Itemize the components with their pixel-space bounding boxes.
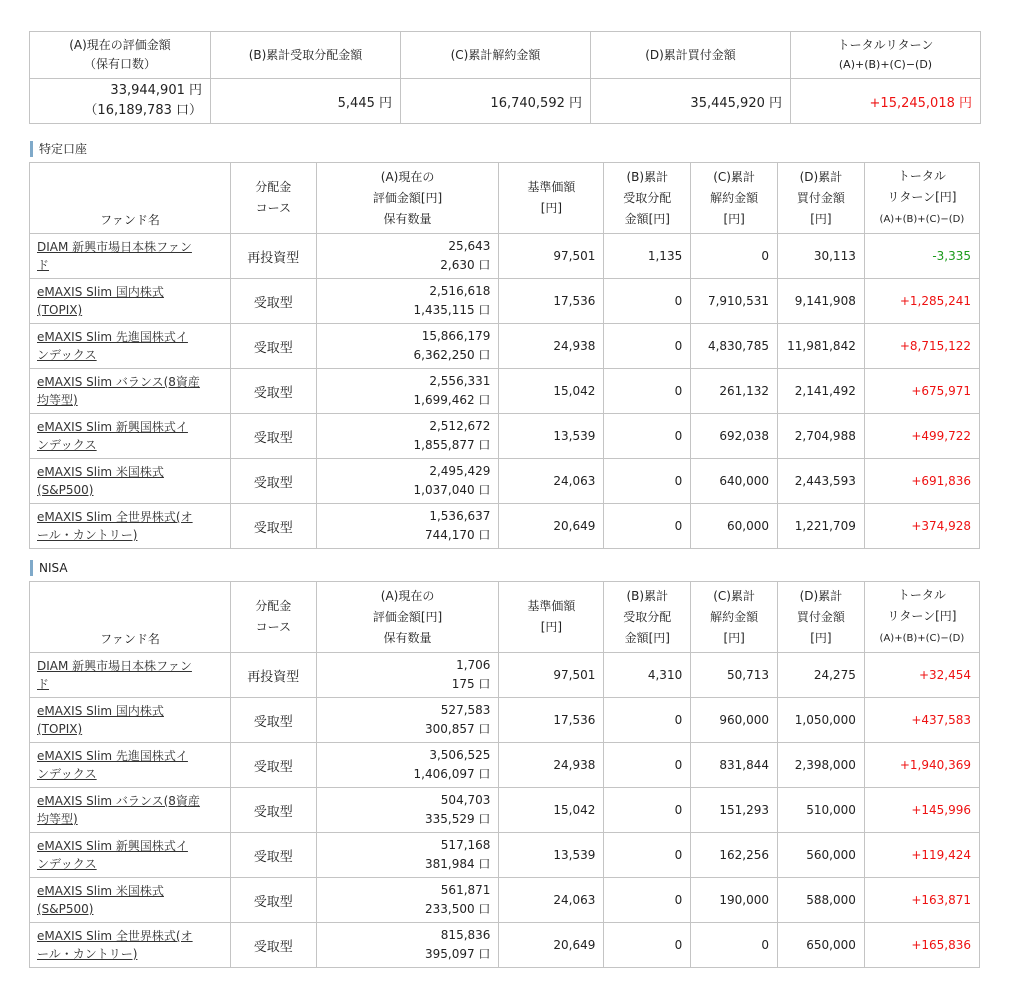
distribution-course: 受取型 xyxy=(230,923,316,968)
cumulative-distribution: 0 xyxy=(604,788,691,833)
nav-price: 20,649 xyxy=(499,504,604,549)
col-header-d: (D)累計 買付金額 [円] xyxy=(778,163,865,234)
col-header-b: (B)累計 受取分配 金額[円] xyxy=(604,163,691,234)
valuation-amount: 504,703 xyxy=(440,793,491,807)
cumulative-distribution: 0 xyxy=(604,923,691,968)
cumulative-redemption: 692,038 xyxy=(691,414,778,459)
fund-name-link[interactable]: eMAXIS Slim 全世界株式(オ ール・カントリー) xyxy=(37,929,193,961)
cumulative-redemption: 261,132 xyxy=(691,369,778,414)
valuation-cell xyxy=(316,653,499,698)
valuation-amount: 517,168 xyxy=(440,838,491,852)
nav-price: 24,938 xyxy=(499,324,604,369)
valuation-cell xyxy=(316,279,499,324)
total-return: +32,454 xyxy=(864,653,979,698)
holding-units: 381,984 口 xyxy=(424,857,491,871)
valuation-amount: 3,506,525 xyxy=(429,748,491,762)
tokutei-header-row xyxy=(30,163,980,234)
nav-price: 97,501 xyxy=(499,234,604,279)
nav-price: 97,501 xyxy=(499,653,604,698)
distribution-course: 受取型 xyxy=(230,414,316,459)
cumulative-purchase: 1,050,000 xyxy=(778,698,865,743)
summary-value-b: 5,445 円 xyxy=(211,79,401,124)
distribution-course: 受取型 xyxy=(230,788,316,833)
cumulative-purchase: 30,113 xyxy=(778,234,865,279)
cumulative-purchase: 9,141,908 xyxy=(778,279,865,324)
holding-units: 300,857 口 xyxy=(424,722,491,736)
fund-row xyxy=(30,698,980,743)
fund-name-link[interactable]: eMAXIS Slim バランス(8資産 均等型) xyxy=(37,375,200,407)
valuation-cell xyxy=(316,698,499,743)
holding-units: 233,500 口 xyxy=(424,902,491,916)
valuation-cell xyxy=(316,878,499,923)
fund-row xyxy=(30,369,980,414)
cumulative-distribution: 0 xyxy=(604,833,691,878)
col-header-course: 分配金 コース xyxy=(230,582,316,653)
valuation-cell xyxy=(316,504,499,549)
total-return: +675,971 xyxy=(864,369,979,414)
cumulative-redemption: 7,910,531 xyxy=(691,279,778,324)
total-return: +145,996 xyxy=(864,788,979,833)
fund-name-cell xyxy=(30,743,231,788)
cumulative-purchase: 2,443,593 xyxy=(778,459,865,504)
fund-row xyxy=(30,743,980,788)
cumulative-redemption: 960,000 xyxy=(691,698,778,743)
fund-row xyxy=(30,414,980,459)
distribution-course: 受取型 xyxy=(230,459,316,504)
cumulative-redemption: 831,844 xyxy=(691,743,778,788)
fund-name-link[interactable]: eMAXIS Slim 国内株式 (TOPIX) xyxy=(37,704,164,736)
fund-name-cell xyxy=(30,833,231,878)
valuation-amount: 2,495,429 xyxy=(429,464,491,478)
nisa-fund-table xyxy=(29,581,980,968)
cumulative-purchase: 11,981,842 xyxy=(778,324,865,369)
holding-units: 1,406,097 口 xyxy=(413,767,491,781)
valuation-amount: 2,556,331 xyxy=(429,374,491,388)
valuation-cell xyxy=(316,324,499,369)
total-return: +691,836 xyxy=(864,459,979,504)
col-header-total: トータル リターン[円] (A)+(B)+(C)−(D) xyxy=(864,163,979,234)
cumulative-distribution: 4,310 xyxy=(604,653,691,698)
col-header-total: トータル リターン[円] (A)+(B)+(C)−(D) xyxy=(864,582,979,653)
total-return: +374,928 xyxy=(864,504,979,549)
holding-units: 6,362,250 口 xyxy=(413,348,491,362)
valuation-amount: 2,516,618 xyxy=(429,284,491,298)
valuation-amount: 815,836 xyxy=(440,928,491,942)
total-return: +499,722 xyxy=(864,414,979,459)
col-header-amount: (A)現在の 評価金額[円] 保有数量 xyxy=(316,163,499,234)
cumulative-purchase: 2,141,492 xyxy=(778,369,865,414)
fund-name-link[interactable]: eMAXIS Slim 新興国株式イ ンデックス xyxy=(37,420,188,452)
total-return: +119,424 xyxy=(864,833,979,878)
summary-value-a: 33,944,901 円 （16,189,783 口） xyxy=(30,79,211,124)
holding-units: 1,037,040 口 xyxy=(413,483,491,497)
valuation-cell xyxy=(316,234,499,279)
nav-price: 24,938 xyxy=(499,743,604,788)
fund-name-cell xyxy=(30,279,231,324)
cumulative-purchase: 24,275 xyxy=(778,653,865,698)
valuation-amount: 15,866,179 xyxy=(421,329,491,343)
fund-name-link[interactable]: DIAM 新興市場日本株ファン ド xyxy=(37,659,192,691)
holding-units: 395,097 口 xyxy=(424,947,491,961)
valuation-amount: 25,643 xyxy=(448,239,491,253)
cumulative-distribution: 1,135 xyxy=(604,234,691,279)
cumulative-redemption: 162,256 xyxy=(691,833,778,878)
holding-units: 1,855,877 口 xyxy=(413,438,491,452)
valuation-cell xyxy=(316,833,499,878)
nav-price: 24,063 xyxy=(499,459,604,504)
cumulative-redemption: 4,830,785 xyxy=(691,324,778,369)
valuation-amount: 1,706 xyxy=(456,658,491,672)
valuation-cell xyxy=(316,743,499,788)
fund-row xyxy=(30,234,980,279)
col-header-c: (C)累計 解約金額 [円] xyxy=(691,163,778,234)
summary-header-total: トータルリターン (A)+(B)+(C)−(D) xyxy=(791,32,981,79)
valuation-amount: 1,536,637 xyxy=(429,509,491,523)
cumulative-redemption: 0 xyxy=(691,234,778,279)
fund-name-cell xyxy=(30,414,231,459)
cumulative-redemption: 60,000 xyxy=(691,504,778,549)
nav-price: 15,042 xyxy=(499,788,604,833)
cumulative-distribution: 0 xyxy=(604,878,691,923)
fund-row xyxy=(30,833,980,878)
fund-row xyxy=(30,459,980,504)
fund-name-link[interactable]: eMAXIS Slim 新興国株式イ ンデックス xyxy=(37,839,188,871)
fund-name-link[interactable]: eMAXIS Slim 全世界株式(オ ール・カントリー) xyxy=(37,510,193,542)
summary-header-d: (D)累計買付金額 xyxy=(591,32,791,79)
distribution-course: 受取型 xyxy=(230,504,316,549)
fund-row xyxy=(30,324,980,369)
distribution-course: 再投資型 xyxy=(230,653,316,698)
cumulative-purchase: 650,000 xyxy=(778,923,865,968)
col-header-fund: ファンド名 xyxy=(30,163,231,234)
holding-units: 1,435,115 口 xyxy=(413,303,491,317)
cumulative-redemption: 190,000 xyxy=(691,878,778,923)
cumulative-distribution: 0 xyxy=(604,743,691,788)
summary-header-b: (B)累計受取分配金額 xyxy=(211,32,401,79)
fund-name-cell xyxy=(30,234,231,279)
col-header-course: 分配金 コース xyxy=(230,163,316,234)
col-header-c: (C)累計 解約金額 [円] xyxy=(691,582,778,653)
fund-name-link[interactable]: eMAXIS Slim 米国株式 (S&P500) xyxy=(37,465,164,497)
summary-value-row xyxy=(30,79,981,124)
summary-value-total: +15,245,018 円 xyxy=(791,79,981,124)
col-header-nav: 基準価額 [円] xyxy=(499,582,604,653)
col-header-fund: ファンド名 xyxy=(30,582,231,653)
total-return: +163,871 xyxy=(864,878,979,923)
distribution-course: 受取型 xyxy=(230,833,316,878)
fund-name-cell xyxy=(30,504,231,549)
fund-row xyxy=(30,504,980,549)
distribution-course: 受取型 xyxy=(230,878,316,923)
col-header-d: (D)累計 買付金額 [円] xyxy=(778,582,865,653)
cumulative-redemption: 0 xyxy=(691,923,778,968)
distribution-course: 再投資型 xyxy=(230,234,316,279)
fund-row xyxy=(30,653,980,698)
nav-price: 20,649 xyxy=(499,923,604,968)
fund-name-cell xyxy=(30,698,231,743)
cumulative-redemption: 151,293 xyxy=(691,788,778,833)
nav-price: 15,042 xyxy=(499,369,604,414)
nisa-header-row xyxy=(30,582,980,653)
summary-header-c: (C)累計解約金額 xyxy=(401,32,591,79)
fund-name-link[interactable]: eMAXIS Slim 米国株式 (S&P500) xyxy=(37,884,164,916)
summary-value-d: 35,445,920 円 xyxy=(591,79,791,124)
fund-name-link[interactable]: eMAXIS Slim バランス(8資産 均等型) xyxy=(37,794,200,826)
fund-name-cell xyxy=(30,369,231,414)
fund-name-cell xyxy=(30,324,231,369)
nav-price: 24,063 xyxy=(499,878,604,923)
cumulative-distribution: 0 xyxy=(604,698,691,743)
cumulative-purchase: 560,000 xyxy=(778,833,865,878)
nav-price: 17,536 xyxy=(499,279,604,324)
total-return: +8,715,122 xyxy=(864,324,979,369)
distribution-course: 受取型 xyxy=(230,369,316,414)
valuation-cell xyxy=(316,369,499,414)
cumulative-purchase: 510,000 xyxy=(778,788,865,833)
distribution-course: 受取型 xyxy=(230,698,316,743)
fund-row xyxy=(30,878,980,923)
total-return: +165,836 xyxy=(864,923,979,968)
valuation-amount: 2,512,672 xyxy=(429,419,491,433)
cumulative-purchase: 2,704,988 xyxy=(778,414,865,459)
cumulative-purchase: 588,000 xyxy=(778,878,865,923)
cumulative-distribution: 0 xyxy=(604,324,691,369)
cumulative-distribution: 0 xyxy=(604,414,691,459)
fund-row xyxy=(30,788,980,833)
fund-name-cell xyxy=(30,653,231,698)
col-header-amount: (A)現在の 評価金額[円] 保有数量 xyxy=(316,582,499,653)
cumulative-purchase: 1,221,709 xyxy=(778,504,865,549)
distribution-course: 受取型 xyxy=(230,324,316,369)
summary-header-row xyxy=(30,32,981,79)
valuation-cell xyxy=(316,459,499,504)
summary-table xyxy=(29,31,981,124)
total-return: +1,940,369 xyxy=(864,743,979,788)
summary-value-c: 16,740,592 円 xyxy=(401,79,591,124)
fund-name-cell xyxy=(30,459,231,504)
valuation-cell xyxy=(316,923,499,968)
summary-header-a: (A)現在の評価金額 （保有口数） xyxy=(30,32,211,79)
total-return: +437,583 xyxy=(864,698,979,743)
cumulative-redemption: 50,713 xyxy=(691,653,778,698)
total-return: -3,335 xyxy=(864,234,979,279)
holding-units: 744,170 口 xyxy=(424,528,491,542)
valuation-cell xyxy=(316,788,499,833)
fund-name-link[interactable]: eMAXIS Slim 国内株式 (TOPIX) xyxy=(37,285,164,317)
col-header-nav: 基準価額 [円] xyxy=(499,163,604,234)
total-return: +1,285,241 xyxy=(864,279,979,324)
fund-row xyxy=(30,923,980,968)
cumulative-distribution: 0 xyxy=(604,459,691,504)
distribution-course: 受取型 xyxy=(230,279,316,324)
tokutei-fund-table xyxy=(29,162,980,549)
fund-name-cell xyxy=(30,923,231,968)
cumulative-distribution: 0 xyxy=(604,369,691,414)
cumulative-distribution: 0 xyxy=(604,504,691,549)
cumulative-redemption: 640,000 xyxy=(691,459,778,504)
fund-name-link[interactable]: eMAXIS Slim 先進国株式イ ンデックス xyxy=(37,749,188,781)
section-title-tokutei: 特定口座 xyxy=(30,141,87,157)
valuation-cell xyxy=(316,414,499,459)
section-title-nisa: NISA xyxy=(30,560,68,576)
holding-units: 175 口 xyxy=(451,677,491,691)
distribution-course: 受取型 xyxy=(230,743,316,788)
fund-name-cell xyxy=(30,788,231,833)
nav-price: 13,539 xyxy=(499,833,604,878)
nav-price: 13,539 xyxy=(499,414,604,459)
valuation-amount: 561,871 xyxy=(440,883,491,897)
valuation-amount: 527,583 xyxy=(440,703,491,717)
cumulative-purchase: 2,398,000 xyxy=(778,743,865,788)
fund-row xyxy=(30,279,980,324)
fund-name-link[interactable]: eMAXIS Slim 先進国株式イ ンデックス xyxy=(37,330,188,362)
holding-units: 335,529 口 xyxy=(424,812,491,826)
nav-price: 17,536 xyxy=(499,698,604,743)
holding-units: 1,699,462 口 xyxy=(413,393,491,407)
col-header-b: (B)累計 受取分配 金額[円] xyxy=(604,582,691,653)
fund-name-cell xyxy=(30,878,231,923)
holding-units: 2,630 口 xyxy=(440,258,491,272)
cumulative-distribution: 0 xyxy=(604,279,691,324)
fund-name-link[interactable]: DIAM 新興市場日本株ファン ド xyxy=(37,240,192,272)
